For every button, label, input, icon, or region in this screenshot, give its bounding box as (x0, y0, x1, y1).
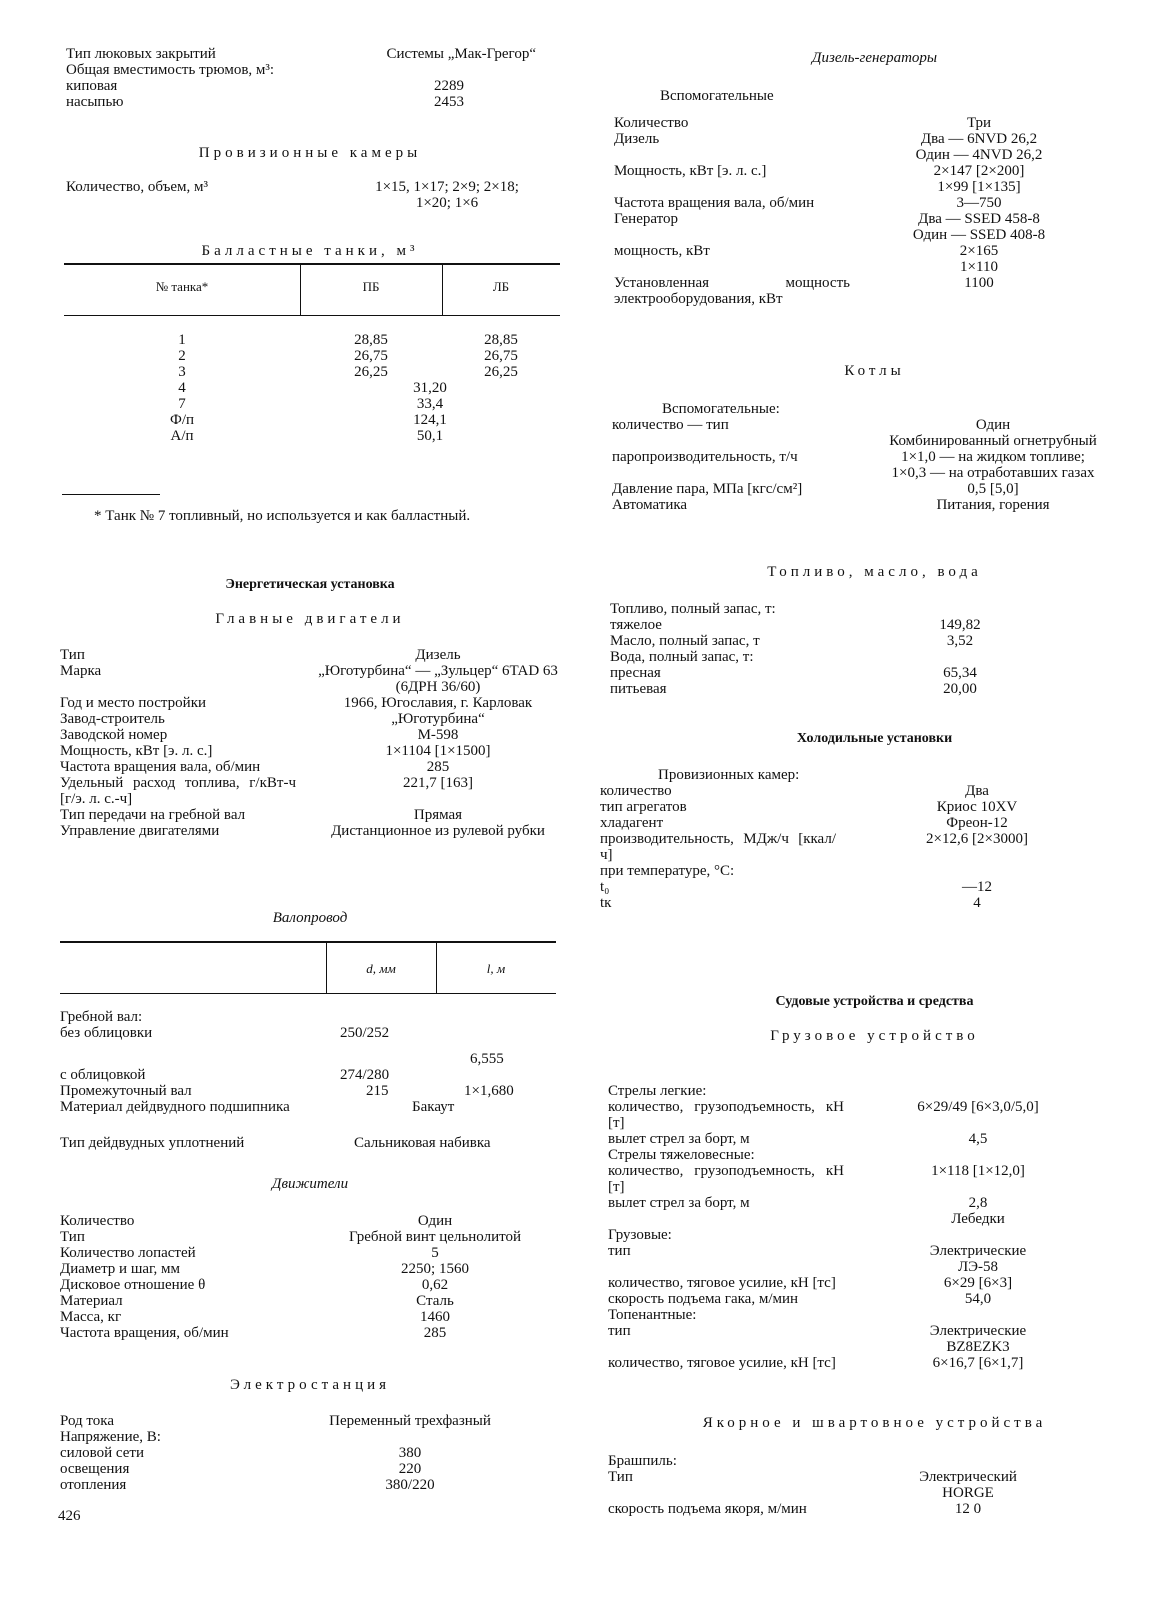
refrig-title: Холодильные установки (796, 731, 953, 746)
spec-label: Дисковое отношение θ (60, 1277, 206, 1293)
spec-row (60, 663, 560, 695)
main-engines-title: Главные двигатели (215, 611, 405, 627)
spec-value: Прямая (413, 807, 463, 823)
ballast-cell: 2 (178, 348, 186, 364)
spec-value: Гребной винт цельнолитой (348, 1229, 521, 1245)
spec-value: 0,5 [5,0] (967, 481, 1019, 497)
ballast-cell: 50,1 (416, 428, 444, 444)
spec-row (60, 1261, 560, 1277)
spec-value: 2×165 1×110 (959, 243, 999, 275)
spec-value: „Юготурбина“ (391, 711, 485, 727)
power-title: Энергетическая установка (225, 577, 395, 592)
spec-value: 1460 (420, 1309, 450, 1325)
spec-value: Питания, горения (936, 497, 1050, 513)
propulsors-title: Движители (271, 1176, 349, 1192)
spec-value: Криос 10XV (936, 799, 1018, 815)
spec-row (608, 1453, 1113, 1469)
spec-label: Диаметр и шаг, мм (60, 1261, 180, 1277)
spec-row (60, 743, 560, 759)
spec-label: количество, грузоподъемность, кН [т] (608, 1163, 844, 1195)
engine-rows (60, 647, 560, 839)
spec-label: Материал (60, 1293, 123, 1309)
spec-label: количество, тяговое усилие, кН [тс] (608, 1275, 836, 1291)
spec-value: 4 (973, 895, 981, 911)
spec-label: tк (600, 895, 612, 911)
provisions-row (66, 179, 566, 211)
spec-label: Род тока (60, 1413, 114, 1429)
spec-value: Один Комбинированный огнетрубный (889, 417, 1097, 449)
grain-value: 2453 (434, 94, 464, 110)
spec-row (60, 1309, 560, 1325)
ballast-rows (64, 332, 560, 444)
diesel-rows (614, 115, 1119, 307)
ballast-col-tank: № танка* (155, 279, 209, 294)
spec-value: 380 (398, 1445, 422, 1461)
spec-row (608, 1083, 1113, 1099)
spec-label: питьевая (610, 681, 667, 697)
footnote-rule (62, 494, 160, 495)
spec-value: 2×12,6 [2×3000] (926, 831, 1028, 847)
hatch-block (66, 46, 566, 110)
spec-value: 149,82 (939, 617, 981, 633)
ballast-row (64, 332, 560, 348)
spec-label: скорость подъема якоря, м/мин (608, 1501, 807, 1517)
spec-row (60, 1229, 560, 1245)
anchor-title: Якорное и швартовное устройства (702, 1415, 1047, 1431)
ballast-cell: 7 (178, 396, 186, 412)
spec-value: М-598 (417, 727, 459, 743)
spec-value: „Юготурбина“ — „Зульцер“ 6TAD 63 (6ДРН 36/60) (318, 663, 558, 695)
spec-row (612, 449, 1117, 481)
spec-value: 3—750 (956, 195, 1002, 211)
spec-row (60, 1477, 560, 1493)
spec-label: Масло, полный запас, т (610, 633, 760, 649)
ballast-row (64, 428, 560, 444)
ballast-row (64, 380, 560, 396)
spec-row (60, 695, 560, 711)
spec-label: при температуре, °C: (600, 863, 735, 879)
shaft-row-label: Тип дейдвудных уплотнений (60, 1135, 245, 1151)
shaft-row-label: с облицовкой (60, 1067, 146, 1083)
bale-label: киповая (66, 78, 118, 94)
spec-row (600, 783, 1105, 799)
spec-label: Брашпиль: (608, 1453, 677, 1469)
spec-value: 12 0 (954, 1501, 982, 1517)
spec-row (608, 1323, 1113, 1355)
spec-value: 220 (398, 1461, 422, 1477)
spec-row (60, 1277, 560, 1293)
spec-label: Автоматика (612, 497, 688, 513)
spec-label: Количество (60, 1213, 135, 1229)
spec-row (60, 1245, 560, 1261)
shaft-col-d: d, мм (366, 961, 396, 976)
spec-row (60, 775, 560, 807)
spec-row (608, 1227, 1113, 1243)
spec-label: Количество (614, 115, 689, 131)
shaft-col-l: l, м (486, 961, 506, 976)
spec-row (600, 831, 1105, 863)
spec-value: 0,62 (421, 1277, 449, 1293)
spec-row (610, 649, 1115, 665)
ballast-col-pb: ПБ (362, 279, 380, 294)
spec-row (60, 1429, 560, 1445)
spec-label: Стрелы легкие: (608, 1083, 707, 1099)
spec-value: Электрические BZ8EZK3 (929, 1323, 1027, 1355)
spec-label: Частота вращения вала, об/мин (614, 195, 815, 211)
ballast-cell: 26,75 (484, 348, 518, 364)
provisions-value-1: 1×15, 1×17; 2×9; 2×18; (375, 179, 519, 195)
spec-label: Частота вращения, об/мин (60, 1325, 229, 1341)
ballast-cell: Ф/п (169, 412, 195, 428)
spec-row (608, 1131, 1113, 1147)
spec-row (608, 1099, 1113, 1131)
spec-row (60, 647, 560, 663)
spec-row (610, 601, 1115, 617)
cargo-title: Грузовое устройство (770, 1028, 979, 1044)
spec-row (600, 879, 1105, 895)
spec-row (608, 1501, 1113, 1517)
ballast-cell: А/п (170, 428, 194, 444)
shaft-row-label: Промежуточный вал (60, 1083, 192, 1099)
spec-label: Мощность, кВт [э. л. с.] (614, 163, 767, 179)
spec-value: Лебедки (951, 1211, 1005, 1227)
spec-value: 6×29/49 [6×3,0/5,0] (917, 1099, 1039, 1115)
spec-row (608, 1307, 1113, 1323)
spec-row (614, 115, 1119, 131)
hatch-type-value: Системы „Мак-Грегор“ (386, 46, 536, 62)
spec-value: 221,7 [163] (403, 775, 473, 791)
spec-value: Один (417, 1213, 453, 1229)
shaft-value: 274/280 (340, 1067, 390, 1083)
bale-value: 2289 (434, 78, 464, 94)
spec-row (608, 1243, 1113, 1275)
spec-value: Переменный трехфазный (329, 1413, 491, 1429)
boiler-rows (612, 417, 1117, 513)
spec-value: 4,5 (968, 1131, 988, 1147)
ballast-header (64, 265, 560, 316)
spec-value: Два (965, 783, 989, 799)
spec-value: 2,8 (968, 1195, 988, 1211)
spec-label: паропроизводительность, т/ч (612, 449, 798, 465)
spec-label: Тип (60, 1229, 85, 1245)
spec-row (614, 275, 1119, 307)
ballast-cell: 26,25 (354, 364, 388, 380)
capacity-label: Общая вместимость трюмов, м³: (66, 62, 275, 78)
spec-row (608, 1275, 1113, 1291)
spec-value: Дистанционное из рулевой рубки (331, 823, 545, 839)
spec-row (60, 823, 560, 839)
spec-label: Удельный расход топлива, г/кВт-ч [г/э. л. с.-ч] (60, 775, 296, 807)
spec-label: тяжелое (610, 617, 662, 633)
spec-row (60, 1325, 560, 1341)
spec-value: Сталь (416, 1293, 454, 1309)
spec-row (60, 727, 560, 743)
spec-value: Фреон-12 (946, 815, 1008, 831)
spec-label: скорость подъема гака, м/мин (608, 1291, 799, 1307)
fuel-rows (610, 601, 1115, 697)
spec-label: Вода, полный запас, т: (610, 649, 754, 665)
shaft-value: Сальниковая набивка (354, 1135, 491, 1151)
spec-row (610, 665, 1115, 681)
spec-value: 285 (423, 1325, 447, 1341)
spec-row (60, 1293, 560, 1309)
spec-label: Грузовые: (608, 1227, 672, 1243)
spec-value: Электрические ЛЭ-58 (929, 1243, 1027, 1275)
spec-row (608, 1147, 1113, 1163)
shaft-row-label: без облицовки (60, 1025, 153, 1041)
provisions-label: Количество, объем, м³ (66, 179, 208, 195)
ballast-cell: 26,25 (484, 364, 518, 380)
ballast-footnote: * Танк № 7 топливный, но используется и как балластный. (94, 508, 471, 524)
ballast-row (64, 348, 560, 364)
spec-row (614, 131, 1119, 163)
spec-label: Напряжение, В: (60, 1429, 161, 1445)
spec-label: Завод-строитель (60, 711, 165, 727)
ballast-row (64, 412, 560, 428)
ballast-cell: 124,1 (413, 412, 447, 428)
spec-row (60, 759, 560, 775)
spec-row (608, 1195, 1113, 1211)
spec-value: Электрический HORGE (919, 1469, 1017, 1501)
spec-label: Генератор (614, 211, 678, 227)
spec-row (608, 1469, 1113, 1501)
devices-title: Судовые устройства и средства (775, 994, 974, 1009)
spec-value: 1100 (964, 275, 994, 291)
spec-row (614, 211, 1119, 243)
spec-label: мощность, кВт (614, 243, 710, 259)
spec-label: пресная (610, 665, 661, 681)
spec-row (614, 163, 1119, 195)
spec-label: Установленная мощность электрооборудования, кВт (614, 275, 850, 307)
spec-row (608, 1163, 1113, 1195)
ballast-cell: 4 (178, 380, 186, 396)
spec-value: 5 (431, 1245, 439, 1261)
provisions-title: Провизионные камеры (198, 145, 422, 161)
spec-row (608, 1355, 1113, 1371)
spec-label: тип агрегатов (600, 799, 687, 815)
spec-row (60, 1461, 560, 1477)
hatch-type-label: Тип люковых закрытий (66, 46, 216, 62)
spec-label: Топливо, полный запас, т: (610, 601, 776, 617)
spec-row (614, 195, 1119, 211)
spec-value: 65,34 (943, 665, 977, 681)
ballast-cell: 31,20 (413, 380, 447, 396)
spec-label: Заводской номер (60, 727, 168, 743)
diesel-title: Дизель-генераторы (811, 50, 938, 66)
spec-label: Тип (608, 1469, 633, 1485)
spec-value: 6×16,7 [6×1,7] (932, 1355, 1024, 1371)
provisions-value-2: 1×20; 1×6 (415, 195, 479, 211)
spec-value: 3,52 (946, 633, 974, 649)
spec-label: Частота вращения вала, об/мин (60, 759, 261, 775)
ballast-col-lb: ЛБ (492, 279, 510, 294)
spec-row (60, 1413, 560, 1429)
spec-label: хладагент (600, 815, 664, 831)
ballast-title: Балластные танки, м³ (201, 243, 419, 259)
spec-row (612, 417, 1117, 449)
shaft-header (60, 943, 556, 994)
spec-row (60, 807, 560, 823)
spec-row (610, 681, 1115, 697)
spec-label: тип (608, 1323, 631, 1339)
shaft-length: 6,555 (470, 1051, 504, 1067)
spec-label: Мощность, кВт [э. л. с.] (60, 743, 213, 759)
spec-row (600, 895, 1105, 911)
spec-value: 1966, Югославия, г. Карловак (343, 695, 533, 711)
spec-label: количество, грузоподъемность, кН [т] (608, 1099, 844, 1131)
spec-label: отопления (60, 1477, 127, 1493)
spec-label: Управление двигателями (60, 823, 220, 839)
spec-label: вылет стрел за борт, м (608, 1195, 750, 1211)
spec-label: вылет стрел за борт, м (608, 1131, 750, 1147)
ballast-row (64, 364, 560, 380)
spec-label: Давление пара, МПа [кгс/см²] (612, 481, 803, 497)
spec-value: 285 (426, 759, 450, 775)
spec-row (608, 1291, 1113, 1307)
anchor-rows (608, 1453, 1113, 1517)
spec-row (60, 1213, 560, 1229)
spec-value: 380/220 (385, 1477, 435, 1493)
shaft-row-label: Гребной вал: (60, 1009, 143, 1025)
ballast-row (64, 396, 560, 412)
propulsor-rows (60, 1213, 560, 1341)
fuel-title: Топливо, масло, вода (767, 564, 982, 580)
shaft-rows (60, 1009, 560, 1151)
shaft-value: 250/252 (340, 1025, 390, 1041)
spec-label: количество, тяговое усилие, кН [тс] (608, 1355, 836, 1371)
diesel-sub: Вспомогательные (660, 88, 774, 104)
spec-value: Два — 6NVD 26,2 Один — 4NVD 26,2 (915, 131, 1043, 163)
spec-label: Дизель (614, 131, 660, 147)
spec-row (610, 617, 1115, 633)
spec-row (612, 481, 1117, 497)
spec-row (600, 815, 1105, 831)
spec-label: Год и место постройки (60, 695, 207, 711)
spec-value: Дизель (415, 647, 461, 663)
ballast-cell: 26,75 (354, 348, 388, 364)
spec-label: силовой сети (60, 1445, 145, 1461)
spec-value: 6×29 [6×3] (943, 1275, 1013, 1291)
spec-row (60, 1445, 560, 1461)
spec-label: освещения (60, 1461, 130, 1477)
spec-label: количество — тип (612, 417, 729, 433)
spec-label: Количество лопастей (60, 1245, 196, 1261)
plant-rows (60, 1413, 560, 1493)
spec-label: производительность, МДж/ч [ккал/ч] (600, 831, 836, 863)
spec-label: Топенантные: (608, 1307, 697, 1323)
ballast-cell: 28,85 (354, 332, 388, 348)
spec-label: Стрелы тяжеловесные: (608, 1147, 755, 1163)
spec-label: тип (608, 1243, 631, 1259)
spec-label: t₀ (600, 879, 610, 895)
ballast-cell: 33,4 (416, 396, 444, 412)
page-number: 426 (58, 1508, 81, 1524)
shaft-title: Валопровод (272, 910, 348, 926)
spec-label: Марка (60, 663, 102, 679)
boilers-title: Котлы (844, 363, 905, 379)
spec-label: Масса, кг (60, 1309, 122, 1325)
spec-row (614, 243, 1119, 275)
plant-title: Электростанция (229, 1377, 391, 1393)
spec-value: Два — SSED 458-8 Один — SSED 408-8 (912, 211, 1046, 243)
shaft-value: 1×1,680 (464, 1083, 514, 1099)
spec-label: количество (600, 783, 672, 799)
ballast-cell: 3 (178, 364, 186, 380)
refrig-sub: Провизионных камер: (658, 767, 800, 783)
spec-row (610, 633, 1115, 649)
ballast-cell: 1 (178, 332, 186, 348)
spec-label: Тип (60, 647, 85, 663)
spec-row (600, 799, 1105, 815)
spec-value: Три (966, 115, 992, 131)
spec-value: 1×1,0 — на жидком топливе; 1×0,3 — на отработавших газах (891, 449, 1095, 481)
spec-value: 2250; 1560 (401, 1261, 469, 1277)
spec-value: —12 (962, 879, 992, 895)
ballast-cell: 28,85 (484, 332, 518, 348)
spec-row (612, 497, 1117, 513)
refrig-rows (600, 783, 1105, 911)
shaft-value: 215 (366, 1083, 389, 1099)
spec-row (600, 863, 1105, 879)
spec-value: 1×118 [1×12,0] (931, 1163, 1025, 1179)
cargo-rows (608, 1083, 1113, 1371)
shaft-value: Бакаут (412, 1099, 455, 1115)
boilers-sub: Вспомогательные: (662, 401, 780, 417)
spec-row (60, 711, 560, 727)
spec-label: Тип передачи на гребной вал (60, 807, 246, 823)
spec-value: 1×1104 [1×1500] (385, 743, 491, 759)
spec-value: 20,00 (943, 681, 977, 697)
spec-value: 2×147 [2×200] 1×99 [1×135] (933, 163, 1025, 195)
spec-value: 54,0 (964, 1291, 992, 1307)
spec-row (608, 1211, 1113, 1227)
grain-label: насыпью (66, 94, 124, 110)
shaft-row-label: Материал дейдвудного подшипника (60, 1099, 290, 1115)
